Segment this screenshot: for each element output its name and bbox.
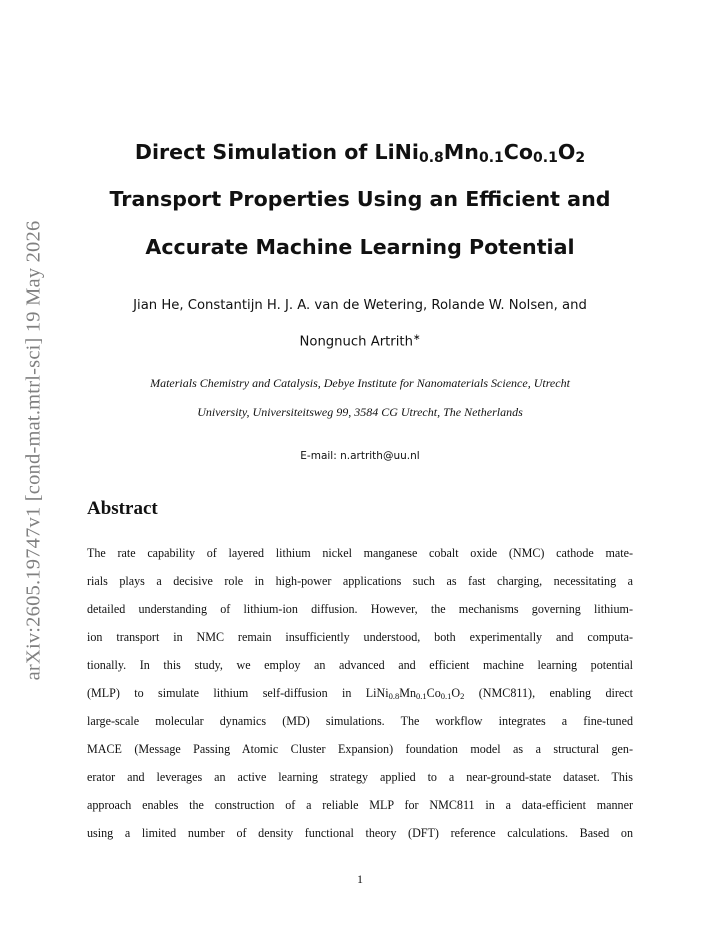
title-text: Co bbox=[503, 140, 534, 164]
authors-line-1: Jian He, Constantijn H. J. A. van de Wetering, Rolande W. Nolsen, and bbox=[133, 298, 587, 313]
abstract-text: (NMC811), enabling direct bbox=[464, 686, 633, 700]
abstract-text: Mn bbox=[399, 686, 417, 700]
page-number: 1 bbox=[357, 872, 363, 886]
abstract-text: O bbox=[451, 686, 461, 700]
abstract-line: erator and leverages an active learning strategy applied to a near-ground-state dataset. This bbox=[87, 770, 633, 784]
formula-subscript: 0.1 bbox=[440, 691, 452, 701]
abstract-line: using a limited number of density functional theory (DFT) reference calculations. Based on bbox=[87, 826, 633, 840]
abstract-heading: Abstract bbox=[87, 498, 158, 519]
email: E-mail: n.artrith@uu.nl bbox=[300, 450, 420, 462]
abstract-line: tionally. In this study, we employ an advanced and efficient machine learning potential bbox=[87, 658, 633, 672]
title-subscript: 2 bbox=[575, 150, 586, 166]
abstract-line: MACE (Message Passing Atomic Cluster Expansion) foundation model as a structural gen- bbox=[87, 742, 633, 756]
title-line-1 bbox=[86, 140, 634, 164]
authors-line-2 bbox=[86, 333, 634, 349]
arxiv-identifier-stamp bbox=[18, 200, 50, 700]
title-text: Direct Simulation of LiNi bbox=[134, 140, 419, 164]
abstract-line: large-scale molecular dynamics (MD) simulations. The workflow integrates a fine-tuned bbox=[87, 714, 633, 728]
abstract-line-formula bbox=[87, 686, 633, 700]
abstract-line: ion transport in NMC remain insufficiently understood, both experimentally and computa- bbox=[87, 630, 633, 644]
title-line-2: Transport Properties Using an Efficient and bbox=[109, 187, 611, 211]
formula-subscript: 2 bbox=[460, 691, 465, 701]
corresponding-author-mark: ∗ bbox=[412, 333, 421, 343]
abstract-line: detailed understanding of lithium-ion diffusion. However, the mechanisms governing lithium- bbox=[87, 602, 633, 616]
title-subscript: 0.1 bbox=[478, 150, 504, 166]
title-subscript: 0.8 bbox=[418, 150, 444, 166]
title-text: Mn bbox=[443, 140, 479, 164]
formula-subscript: 0.8 bbox=[388, 691, 400, 701]
affiliation-line-1: Materials Chemistry and Catalysis, Debye Institute for Nanomaterials Science, Utrecht bbox=[150, 376, 570, 390]
abstract-line: approach enables the construction of a reliable MLP for NMC811 in a data-efficient manner bbox=[87, 798, 633, 812]
abstract-line: rials plays a decisive role in high-power applications such as fast charging, necessitating a bbox=[87, 574, 633, 588]
title-text: O bbox=[557, 140, 576, 164]
affiliation-line-2: University, Universiteitsweg 99, 3584 CG Utrecht, The Netherlands bbox=[197, 405, 523, 419]
title-subscript: 0.1 bbox=[533, 150, 558, 166]
abstract-text: (MLP) to simulate lithium self-diffusion in LiNi bbox=[87, 686, 389, 700]
abstract-line: The rate capability of layered lithium nickel manganese cobalt oxide (NMC) cathode mate- bbox=[87, 546, 633, 560]
abstract-text: Co bbox=[426, 686, 441, 700]
title-line-3: Accurate Machine Learning Potential bbox=[145, 235, 575, 259]
arxiv-identifier-text: arXiv:2605.19747v1 [cond-mat.mtrl-sci] 19 May 2026 bbox=[22, 220, 45, 680]
formula-subscript: 0.1 bbox=[416, 691, 427, 701]
author-name: Nongnuch Artrith bbox=[299, 334, 413, 350]
